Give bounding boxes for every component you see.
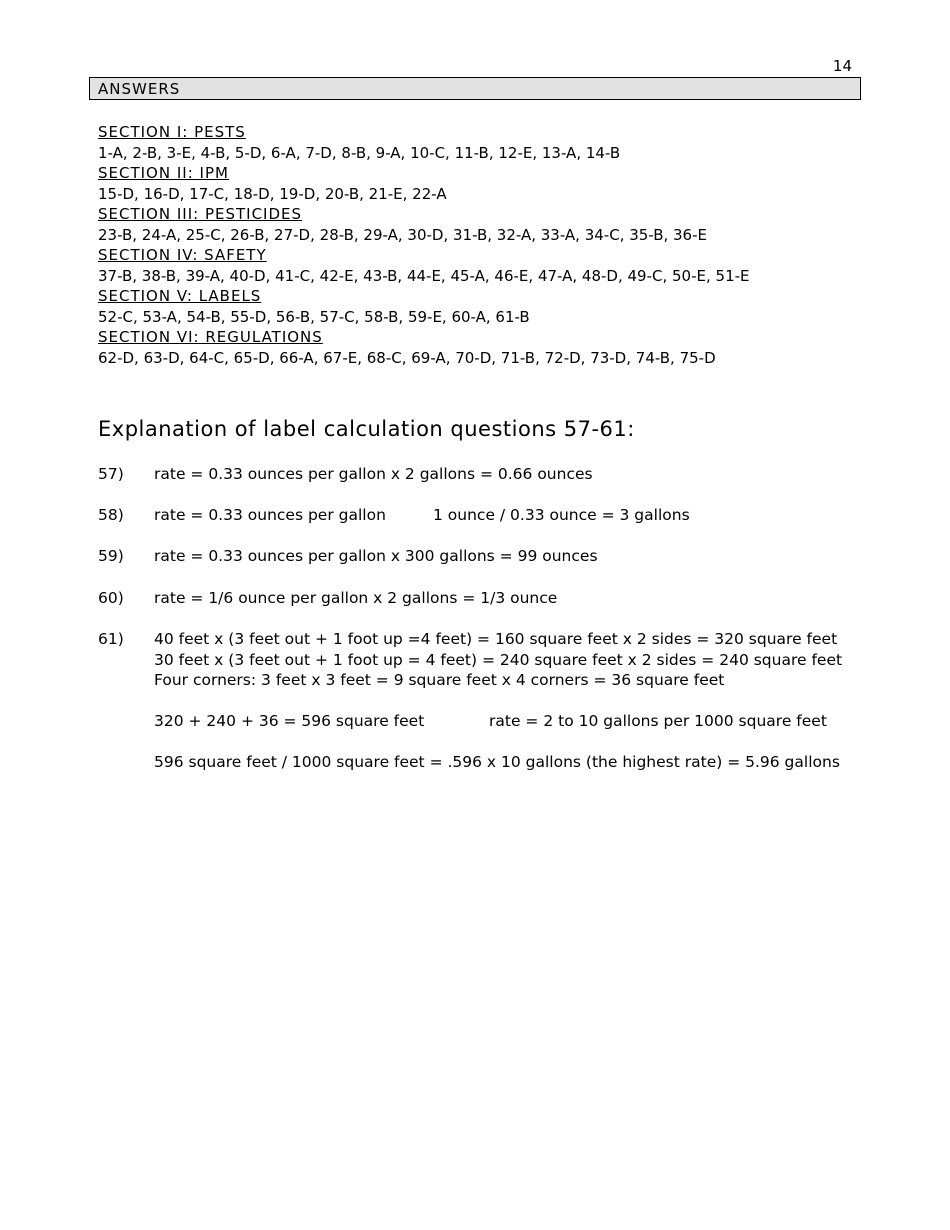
question-61-rate: rate = 2 to 10 gallons per 1000 square feet [489, 712, 827, 730]
question-58-calculation: 1 ounce / 0.33 ounce = 3 gallons [433, 506, 690, 524]
question-61-number: 61) [98, 630, 124, 648]
answer-key [98, 123, 868, 369]
explanation-heading: Explanation of label calculation questions 57-61: [98, 417, 635, 441]
question-57-calculation: rate = 0.33 ounces per gallon x 2 gallons = 0.66 ounces [154, 465, 593, 483]
page-number: 14 [832, 57, 852, 75]
question-61-line-3: Four corners: 3 feet x 3 feet = 9 square feet x 4 corners = 36 square feet [154, 671, 725, 689]
section-title: SECTION I: PESTS [98, 123, 246, 141]
question-60-calculation: rate = 1/6 ounce per gallon x 2 gallons = 1/3 ounce [154, 589, 558, 607]
question-60-number: 60) [98, 589, 124, 607]
question-59-calculation: rate = 0.33 ounces per gallon x 300 gallons = 99 ounces [154, 547, 598, 565]
answers-header-title: ANSWERS [98, 80, 181, 98]
section-answers: 15-D, 16-D, 17-C, 18-D, 19-D, 20-B, 21-E, 22-A [98, 184, 447, 203]
section-answers: 62-D, 63-D, 64-C, 65-D, 66-A, 67-E, 68-C, 69-A, 70-D, 71-B, 72-D, 73-D, 74-B, 75-D [98, 348, 716, 367]
section-title: SECTION V: LABELS [98, 287, 262, 305]
section-labels [98, 287, 868, 328]
section-answers: 52-C, 53-A, 54-B, 55-D, 56-B, 57-C, 58-B, 59-E, 60-A, 61-B [98, 307, 530, 326]
question-57-number: 57) [98, 465, 124, 483]
question-61-result: 596 square feet / 1000 square feet = .596 x 10 gallons (the highest rate) = 5.96 gallons [154, 753, 840, 771]
question-61-line-1: 40 feet x (3 feet out + 1 foot up =4 feet) = 160 square feet x 2 sides = 320 square feet [154, 630, 838, 648]
section-answers: 23-B, 24-A, 25-C, 26-B, 27-D, 28-B, 29-A, 30-D, 31-B, 32-A, 33-A, 34-C, 35-B, 36-E [98, 225, 707, 244]
section-title: SECTION II: IPM [98, 164, 229, 182]
section-pesticides [98, 205, 868, 246]
question-61-line-2: 30 feet x (3 feet out + 1 foot up = 4 feet) = 240 square feet x 2 sides = 240 square feet [154, 651, 843, 669]
section-answers: 1-A, 2-B, 3-E, 4-B, 5-D, 6-A, 7-D, 8-B, 9-A, 10-C, 11-B, 12-E, 13-A, 14-B [98, 143, 621, 162]
section-answers: 37-B, 38-B, 39-A, 40-D, 41-C, 42-E, 43-B, 44-E, 45-A, 46-E, 47-A, 48-D, 49-C, 50-E, 51-E [98, 266, 750, 285]
section-title: SECTION III: PESTICIDES [98, 205, 303, 223]
section-safety [98, 246, 868, 287]
section-pests [98, 123, 868, 164]
section-title: SECTION VI: REGULATIONS [98, 328, 323, 346]
section-regulations [98, 328, 868, 369]
question-61-total-area: 320 + 240 + 36 = 596 square feet [154, 712, 425, 730]
question-58-number: 58) [98, 506, 124, 524]
question-59-number: 59) [98, 547, 124, 565]
section-ipm [98, 164, 868, 205]
question-58-rate: rate = 0.33 ounces per gallon [154, 506, 386, 524]
section-title: SECTION IV: SAFETY [98, 246, 267, 264]
answers-header-bar [89, 77, 861, 100]
